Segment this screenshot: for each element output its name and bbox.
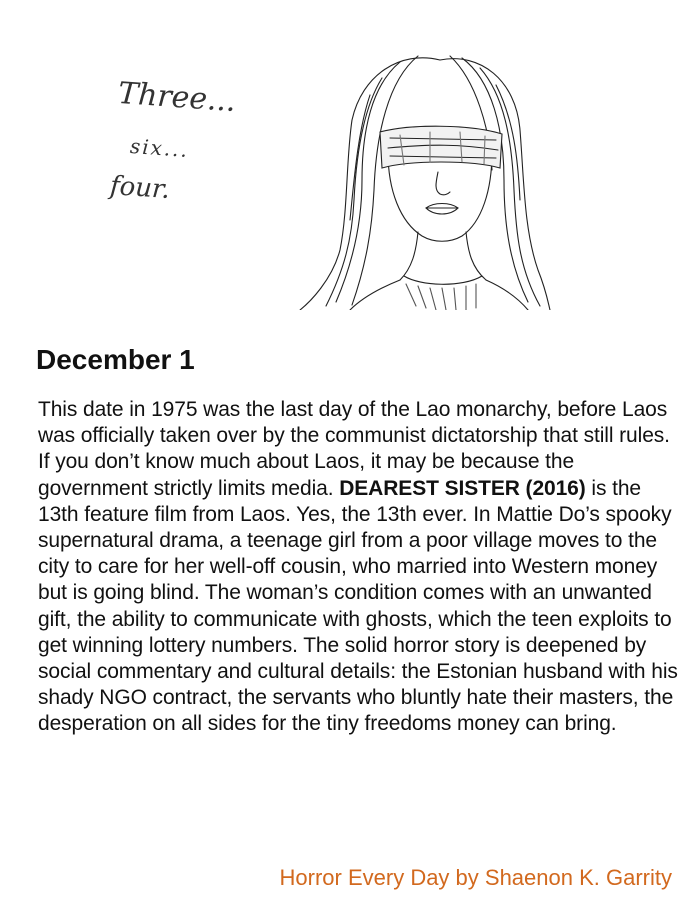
film-title: DEAREST SISTER (2016) (339, 476, 586, 500)
blindfolded-girl-illustration (100, 40, 560, 310)
handwritten-six: six... (129, 133, 190, 163)
body-review: is the 13th feature film from Laos. Yes, the 13th ever. In Mattie Do’s spooky supernatural drama, a teenage girl from a poor village moves to the city to care for her well-off cousin, who married into Western money but is going blind. The woman’s condition comes with an unwanted gift, the ability to communicate with ghosts, which the teen exploits to get winning lottery numbers. The solid horror story is deepened by social commentary and cultural details: the Estonian husband with his shady NGO contract, the servants who bluntly hate their masters, the desperation on all sides for the tiny freedoms money can bring. (38, 476, 678, 736)
body-intro: This date in 1975 was the last day of the Lao monarchy, before Laos was officially taken over by the communist dictatorship that still rules. If you don’t know much about Laos, it may be because the government strictly limits media. (38, 398, 670, 500)
handwritten-four: four. (109, 170, 171, 206)
article-body (38, 397, 678, 738)
credit-line: Horror Every Day by Shaenon K. Garrity (279, 865, 672, 890)
page-title: December 1 (36, 344, 195, 375)
handwritten-three: Three... (116, 75, 237, 120)
